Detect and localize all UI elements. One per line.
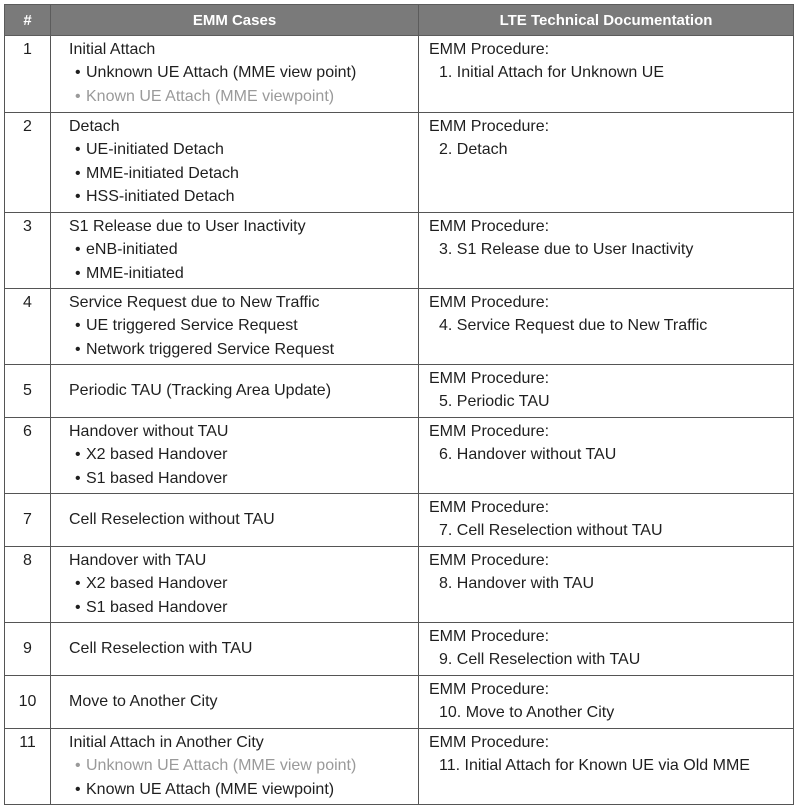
doc-procedure-item: 6. Handover without TAU <box>439 446 617 464</box>
doc-procedure-item: 4. Service Request due to New Traffic <box>439 317 708 335</box>
subitem-text: Known UE Attach (MME viewpoint) <box>86 87 335 105</box>
header-emm-cases: EMM Cases <box>51 5 419 36</box>
table-row <box>5 729 794 805</box>
row-number: 7 <box>5 494 51 547</box>
emm-cases-table <box>4 4 794 805</box>
lte-doc-cell <box>419 289 794 365</box>
table-row <box>5 113 794 213</box>
bullet-icon: • <box>75 446 81 464</box>
emm-case-cell <box>51 547 419 623</box>
table-row <box>5 36 794 113</box>
doc-procedure-label: EMM Procedure: <box>429 552 550 569</box>
doc-procedure-label: EMM Procedure: <box>429 628 550 645</box>
subitem-text: Unknown UE Attach (MME view point) <box>86 64 357 82</box>
subitem-text: X2 based Handover <box>86 446 228 464</box>
doc-procedure-label: EMM Procedure: <box>429 423 550 440</box>
emm-case-subitem <box>69 443 418 466</box>
emm-case-title: S1 Release due to User Inactivity <box>69 218 306 235</box>
emm-case-subitem <box>69 162 418 185</box>
doc-procedure-item: 7. Cell Reselection without TAU <box>439 522 663 540</box>
subitem-text: eNB-initiated <box>86 241 178 259</box>
emm-case-subitem <box>69 85 418 108</box>
row-number: 2 <box>5 113 51 213</box>
table-row <box>5 494 794 547</box>
row-number: 1 <box>5 36 51 113</box>
doc-procedure-label: EMM Procedure: <box>429 499 550 516</box>
emm-case-cell <box>51 36 419 113</box>
emm-case-cell <box>51 113 419 213</box>
emm-case-title: Periodic TAU (Tracking Area Update) <box>69 382 332 400</box>
doc-procedure-item: 11. Initial Attach for Known UE via Old MME <box>439 757 750 775</box>
emm-case-subitem <box>69 754 418 777</box>
emm-case-title: Move to Another City <box>69 693 218 711</box>
row-number: 5 <box>5 365 51 418</box>
doc-procedure-label: EMM Procedure: <box>429 734 550 751</box>
emm-case-subitem <box>69 778 418 801</box>
emm-case-cell <box>51 213 419 289</box>
table-row <box>5 213 794 289</box>
emm-case-subitem <box>69 185 418 208</box>
lte-doc-cell <box>419 729 794 805</box>
emm-case-title: Cell Reselection with TAU <box>69 640 253 658</box>
bullet-icon: • <box>75 598 81 616</box>
table-row <box>5 623 794 676</box>
doc-procedure-label: EMM Procedure: <box>429 41 550 58</box>
row-number: 10 <box>5 676 51 729</box>
bullet-icon: • <box>75 264 81 282</box>
emm-case-subitem <box>69 572 418 595</box>
doc-procedure-item: 3. S1 Release due to User Inactivity <box>439 241 694 259</box>
lte-doc-cell <box>419 547 794 623</box>
bullet-icon: • <box>75 317 81 335</box>
bullet-icon: • <box>75 241 81 259</box>
lte-doc-cell <box>419 418 794 494</box>
subitem-text: UE-initiated Detach <box>86 141 224 159</box>
subitem-text: MME-initiated Detach <box>86 164 239 182</box>
bullet-icon: • <box>75 141 81 159</box>
subitem-text: X2 based Handover <box>86 575 228 593</box>
row-number: 8 <box>5 547 51 623</box>
emm-case-subitem <box>69 262 418 285</box>
subitem-text: MME-initiated <box>86 264 184 282</box>
emm-case-cell <box>51 676 419 729</box>
emm-case-cell <box>51 365 419 418</box>
header-row <box>5 5 794 36</box>
table-row <box>5 289 794 365</box>
bullet-icon: • <box>75 469 81 487</box>
subitem-text: UE triggered Service Request <box>86 317 298 335</box>
doc-procedure-label: EMM Procedure: <box>429 218 550 235</box>
lte-doc-cell <box>419 623 794 676</box>
emm-case-cell <box>51 289 419 365</box>
table-row <box>5 365 794 418</box>
emm-case-subitem <box>69 61 418 84</box>
doc-procedure-item: 8. Handover with TAU <box>439 575 595 593</box>
header-lte-doc: LTE Technical Documentation <box>419 5 794 36</box>
emm-case-cell <box>51 494 419 547</box>
emm-case-title: Service Request due to New Traffic <box>69 294 320 311</box>
row-number: 4 <box>5 289 51 365</box>
doc-procedure-label: EMM Procedure: <box>429 370 550 387</box>
emm-case-subitem <box>69 467 418 490</box>
bullet-icon: • <box>75 164 81 182</box>
emm-case-title: Handover with TAU <box>69 552 207 569</box>
table-body <box>5 36 794 805</box>
bullet-icon: • <box>75 64 81 82</box>
row-number: 9 <box>5 623 51 676</box>
bullet-icon: • <box>75 340 81 358</box>
table-row <box>5 547 794 623</box>
doc-procedure-item: 9. Cell Reselection with TAU <box>439 651 641 669</box>
lte-doc-cell <box>419 113 794 213</box>
table-row <box>5 418 794 494</box>
doc-procedure-item: 1. Initial Attach for Unknown UE <box>439 64 664 82</box>
emm-case-title: Cell Reselection without TAU <box>69 511 275 529</box>
emm-case-subitem <box>69 138 418 161</box>
bullet-icon: • <box>75 87 81 105</box>
emm-case-subitem <box>69 238 418 261</box>
doc-procedure-item: 2. Detach <box>439 141 508 159</box>
subitem-text: Unknown UE Attach (MME view point) <box>86 757 357 775</box>
doc-procedure-label: EMM Procedure: <box>429 118 550 135</box>
emm-case-title: Initial Attach in Another City <box>69 734 264 751</box>
lte-doc-cell <box>419 494 794 547</box>
lte-doc-cell <box>419 365 794 418</box>
subitem-text: S1 based Handover <box>86 469 228 487</box>
row-number: 11 <box>5 729 51 805</box>
emm-case-title: Handover without TAU <box>69 423 229 440</box>
doc-procedure-label: EMM Procedure: <box>429 681 550 698</box>
emm-case-cell <box>51 623 419 676</box>
lte-doc-cell <box>419 36 794 113</box>
bullet-icon: • <box>75 757 81 775</box>
bullet-icon: • <box>75 575 81 593</box>
subitem-text: S1 based Handover <box>86 598 228 616</box>
emm-case-title: Detach <box>69 118 120 135</box>
header-num: # <box>5 5 51 36</box>
table-row <box>5 676 794 729</box>
row-number: 3 <box>5 213 51 289</box>
bullet-icon: • <box>75 780 81 798</box>
emm-case-title: Initial Attach <box>69 41 156 58</box>
emm-case-cell <box>51 418 419 494</box>
subitem-text: Known UE Attach (MME viewpoint) <box>86 780 335 798</box>
emm-case-subitem <box>69 314 418 337</box>
doc-procedure-label: EMM Procedure: <box>429 294 550 311</box>
bullet-icon: • <box>75 187 81 205</box>
doc-procedure-item: 10. Move to Another City <box>439 704 615 722</box>
doc-procedure-item: 5. Periodic TAU <box>439 393 550 411</box>
subitem-text: Network triggered Service Request <box>86 340 335 358</box>
emm-case-subitem <box>69 338 418 361</box>
emm-case-cell <box>51 729 419 805</box>
row-number: 6 <box>5 418 51 494</box>
lte-doc-cell <box>419 213 794 289</box>
subitem-text: HSS-initiated Detach <box>86 187 235 205</box>
emm-case-subitem <box>69 596 418 619</box>
lte-doc-cell <box>419 676 794 729</box>
